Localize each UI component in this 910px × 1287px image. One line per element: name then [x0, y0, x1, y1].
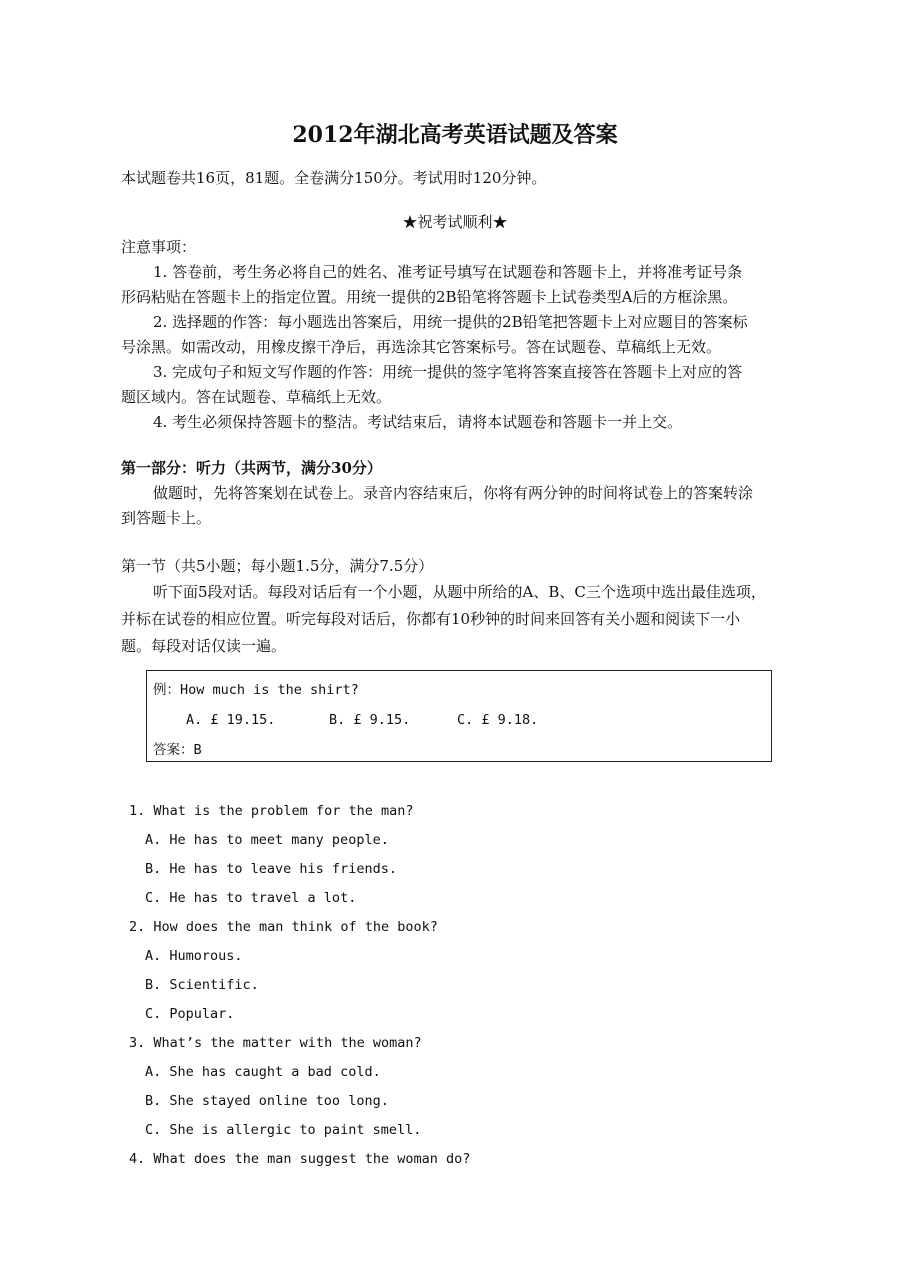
- blessing-line: ★祝考试顺利★: [402, 213, 508, 231]
- example-option-c: C. £ 9.18.: [457, 712, 539, 728]
- question-1-option-c: C. He has to travel a lot.: [145, 890, 357, 906]
- part1-desc-line1: 做题时，先将答案划在试卷上。录音内容结束后，你将有两分钟的时间将试卷上的答案转涂: [153, 484, 754, 502]
- part1-heading: 第一部分：听力（共两节，满分30分）: [121, 459, 382, 477]
- notice-item-1: 1. 答卷前，考生务必将自己的姓名、准考证号填写在试题卷和答题卡上，并将准考证号条: [153, 263, 743, 281]
- question-2-option-a: A. Humorous.: [145, 948, 243, 964]
- question-3-option-a: A. She has caught a bad cold.: [145, 1064, 381, 1080]
- question-2-option-b: B. Scientific.: [145, 977, 259, 993]
- notice-item-2: 2. 选择题的作答：每小题选出答案后，用统一提供的2B铅笔把答题卡上对应题目的答案标: [153, 313, 748, 331]
- example-question: 例：How much is the shirt?: [153, 682, 359, 698]
- notice-item-1-cont: 形码粘贴在答题卡上的指定位置。用统一提供的2B铅笔将答题卡上试卷类型A后的方框涂黑。: [121, 288, 738, 306]
- section1-desc-line2: 并标在试卷的相应位置。听完每段对话后，你都有10秒钟的时间来回答有关小题和阅读下一小: [121, 610, 741, 628]
- question-3-stem: 3. What’s the matter with the woman?: [129, 1035, 422, 1051]
- question-1-option-a: A. He has to meet many people.: [145, 832, 389, 848]
- notice-item-3-cont: 题区域内。答在试题卷、草稿纸上无效。: [121, 388, 392, 406]
- notice-heading: 注意事项：: [121, 238, 197, 256]
- section1-desc-line1: 听下面5段对话。每段对话后有一个小题，从题中所给的A、B、C三个选项中选出最佳选项，: [153, 583, 766, 601]
- notice-item-3: 3. 完成句子和短文写作题的作答：用统一提供的签字笔将答案直接答在答题卡上对应的答: [153, 363, 743, 381]
- question-1-option-b: B. He has to leave his friends.: [145, 861, 397, 877]
- part1-desc-line2: 到答题卡上。: [121, 509, 212, 527]
- notice-item-2-cont: 号涂黑。如需改动，用橡皮擦干净后，再选涂其它答案标号。答在试题卷、草稿纸上无效。: [121, 338, 722, 356]
- question-3-option-c: C. She is allergic to paint smell.: [145, 1122, 422, 1138]
- question-2-option-c: C. Popular.: [145, 1006, 235, 1022]
- section1-heading: 第一节（共5小题；每小题1.5分，满分7.5分）: [121, 557, 434, 575]
- page-title: 2012年湖北高考英语试题及答案: [292, 122, 618, 148]
- notice-item-4: 4. 考生必须保持答题卡的整洁。考试结束后，请将本试题卷和答题卡一并上交。: [153, 413, 683, 431]
- question-4-stem: 4. What does the man suggest the woman do?: [129, 1151, 471, 1167]
- example-option-b: B. £ 9.15.: [329, 712, 411, 728]
- exam-intro: 本试题卷共16页，81题。全卷满分150分。考试用时120分钟。: [121, 169, 547, 187]
- question-3-option-b: B. She stayed online too long.: [145, 1093, 389, 1109]
- example-option-a: A. £ 19.15.: [186, 712, 276, 728]
- question-1-stem: 1. What is the problem for the man?: [129, 803, 414, 819]
- section1-desc-line3: 题。每段对话仅读一遍。: [121, 637, 287, 655]
- question-2-stem: 2. How does the man think of the book?: [129, 919, 438, 935]
- example-answer: 答案：B: [153, 742, 202, 758]
